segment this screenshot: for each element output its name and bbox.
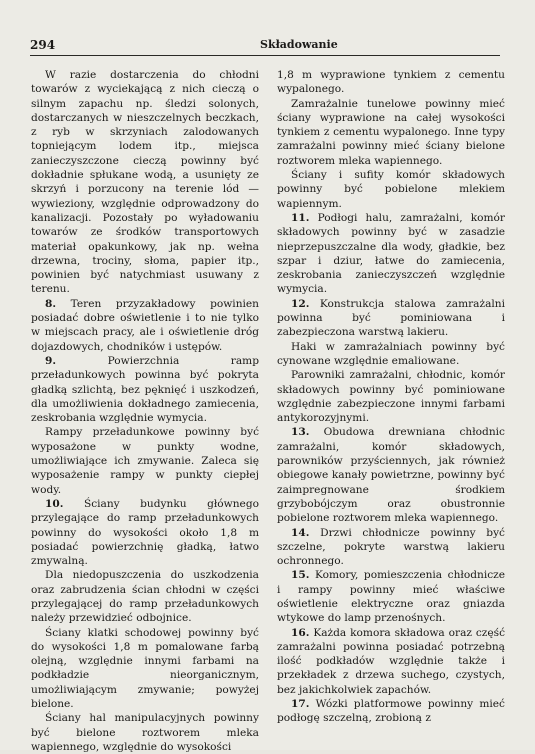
paragraph-text: Każda komora składowa oraz część zamrażalni powinna posiadać potrzebną ilość podkładów względnie także i przekładek z drzewa suchego, czystych, bez jakichkolwiek zapachów. (277, 626, 506, 696)
paragraph-text: Komory, pomieszczenia chłodnicze i rampy powinny mieć właściwe oświetlenie elektryczne oraz gniazda wtykowe do lamp przenośnych. (277, 569, 505, 625)
header-rule (30, 55, 500, 56)
paragraph-text: Teren przyzakładowy powinien posiadać dobre oświetlenie i to nie tylko w miejscach pracy, ale i oświetlenie dróg dojazdowych, chodników i ustępów. (31, 297, 260, 353)
paragraph (277, 211, 505, 297)
page-number: 294 (30, 38, 56, 52)
paragraph-text: Drzwi chłodnicze powinny być szczelne, pokryte warstwą lakieru ochronnego. (277, 526, 505, 568)
paragraph-text: Wózki platformowe powinny mieć podłogę szczelną, zrobioną z (277, 698, 505, 725)
paragraph-text: Rampy przeładunkowe powinny być wyposażone w punkty wodne, umożliwiające ich zmywanie. Zaleca się wyposażenie rampy w punkty ciepłej wody. (31, 426, 259, 496)
paragraph-text: W razie dostarczenia do chłodni towarów z wyciekającą z nich cieczą o silnym zapachu np. śledzi solonych, dostarczanych w nieszczelnych beczkach, z ryb w skrzyniach zalodowanych topniejącym lodem itp., miejsca zanieczyszczone cieczą powinny być dokładnie spłukane wodą, a usunięty ze skrzyń i porzucony na terenie lód — wywieziony, względnie odprowadzony do kanalizacji. Pozostały po wyładowaniu towarów ze środków transportowych materiał opakunkowy, jak np. wełna drzewna, trociny, słoma, papier itp., powinien być natychmiast usuwany z terenu. (31, 69, 259, 296)
paragraph (31, 711, 259, 754)
paragraph (277, 626, 505, 697)
paragraph (277, 697, 505, 726)
paragraph (277, 568, 505, 625)
paragraph-text: Ściany klatki schodowej powinny być do wysokości 1,8 m pomalowane farbą olejną, względnie innymi farbami na podkładzie nieorganicznym, umożliwiającym zmywanie; powyżej bielone. (31, 626, 259, 711)
paragraph-text: Ściany i sufity komór składowych powinny być pobielone mlekiem wapiennym. (277, 169, 505, 210)
paragraph (31, 68, 259, 297)
paragraph-number: 9. (45, 354, 57, 367)
paragraph-text: Ściany hal manipulacyjnych powinny być bielone roztworem mleka wapiennego, względnie do wysokości (31, 712, 259, 753)
paragraph (277, 168, 505, 211)
running-head: Składowanie (260, 38, 338, 51)
paragraph (277, 526, 505, 569)
paragraph-text: Ściany budynku głównego przylegające do ramp przeładunkowych powinny do wysokości około 1,8 m posiadać powierzchnię gładką, łatwo zmywalną. (31, 497, 259, 568)
paragraph-text: Obudowa drewniana chłodnic zamrażalni, komór składowych, parowników przyściennych, jak również obiegowe kanały powietrzne, powinny być zaimpregnowane środkiem grzybobójczym oraz obustronnie pobielone roztworem mleka wapiennego. (277, 426, 505, 525)
paragraph (277, 368, 505, 425)
paragraph (277, 68, 505, 97)
paragraph-number: 12. (291, 297, 310, 310)
paragraph-number: 14. (291, 526, 310, 539)
left-column (31, 68, 260, 753)
paragraph-text: Zamrażalnie tunelowe powinny mieć ściany wyprawione na całej wysokości tynkiem z cementu wypalonego. Inne typy zamrażalni powinny mieć ściany bielone roztworem mleka wapiennego. (277, 97, 505, 167)
paragraph (31, 425, 259, 496)
page-header (30, 36, 500, 56)
paragraph (31, 568, 259, 625)
paragraph-text: Powierzchnia ramp przeładunkowych powinna być pokryta gładką szlichtą, bez pęknięć i uszkodzeń, dla umożliwienia dokładnego zamiecenia, zeskrobania względnie wymycia. (31, 354, 259, 425)
paragraph-number: 17. (291, 698, 310, 711)
paragraph-number: 10. (45, 497, 64, 510)
paragraph (277, 340, 505, 369)
paragraph (277, 425, 505, 525)
paragraph-number: 13. (291, 426, 310, 439)
right-column (277, 68, 505, 740)
paragraph-number: 8. (45, 297, 57, 310)
paragraph-number: 11. (291, 211, 310, 224)
paragraph (31, 297, 259, 354)
paragraph-text: Dla niedopuszczenia do uszkodzenia oraz zabrudzenia ścian chłodni w części przylegającej do ramp przeładunkowych należy przewidzieć odbojnice. (31, 569, 259, 625)
paragraph-text: Parowniki zamrażalni, chłodnic, komór składowych powinny być pominiowane względnie zabezpieczone innymi farbami antykorozyjnymi. (277, 369, 505, 425)
paragraph-number: 16. (291, 626, 310, 639)
paragraph-number: 15. (291, 569, 310, 582)
paragraph (31, 497, 259, 568)
paragraph (277, 97, 505, 168)
paragraph-text: Konstrukcja stalowa zamrażalni powinna być pominiowana i zabezpieczona warstwą lakieru. (277, 297, 505, 339)
paragraph (277, 297, 505, 340)
paragraph-text: Haki w zamrażalniach powinny być cynowane względnie emaliowane. (277, 340, 505, 367)
paragraph-text: 1,8 m wyprawione tynkiem z cementu wypalonego. (277, 69, 505, 96)
paragraph (31, 626, 259, 712)
paragraph-text: Podłogi halu, zamrażalni, komór składowych powinny być w zasadzie nieprzepuszczalne dla wody, gładkie, bez szpar i dziur, łatwe do zamiecenia, zeskrobania zanieczyszczeń względnie wymycia. (277, 211, 505, 296)
paragraph (31, 354, 259, 425)
